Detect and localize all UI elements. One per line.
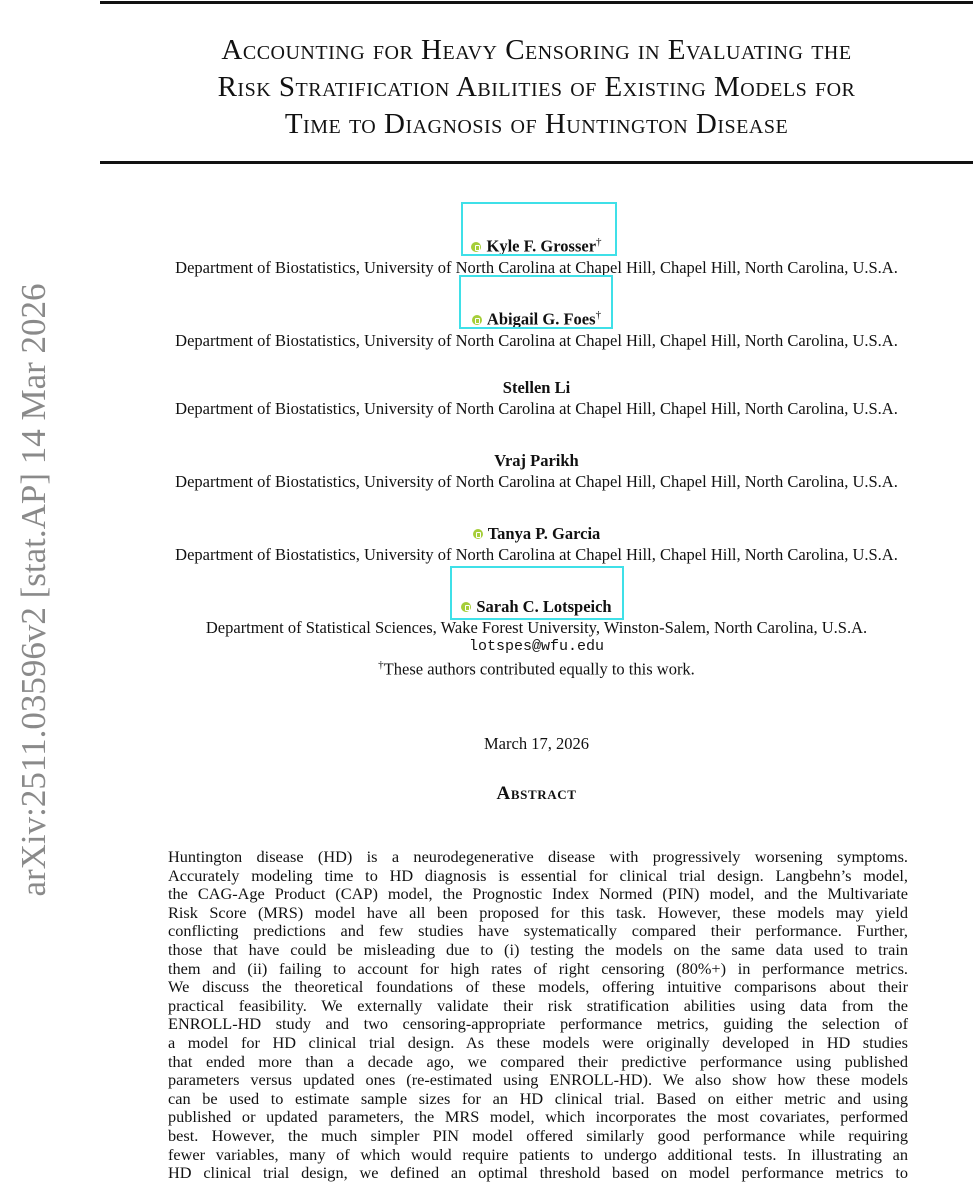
title-bottom-rule — [100, 161, 973, 164]
abstract-body — [168, 848, 908, 1183]
author-affiliation: Department of Biostatistics, University of North Carolina at Chapel Hill, Chapel Hill, North Carolina, U.S.A. — [175, 330, 898, 350]
equal-contribution-mark: † — [595, 309, 602, 321]
abstract-line: them and (ii) failing to account for high rates of right censoring (80%+) in performance metrics. — [168, 958, 908, 978]
title-line: Accounting for Heavy Censoring in Evaluating the — [221, 34, 852, 66]
author-block — [100, 451, 973, 492]
highlight-box — [450, 566, 624, 620]
abstract-line: a model for HD clinical trial design. As these models were originally developed in HD studies — [168, 1032, 908, 1052]
arxiv-stamp: arXiv:2511.03596v2 [stat.AP] 14 Mar 2026 — [14, 283, 53, 897]
abstract-line: Huntington disease (HD) is a neurodegenerative disease with progressively worsening symptoms. — [168, 847, 908, 866]
author-block — [100, 378, 973, 419]
equal-contribution-note: These authors contributed equally to this work. — [383, 659, 695, 679]
author-affiliation: Department of Biostatistics, University of North Carolina at Chapel Hill, Chapel Hill, North Carolina, U.S.A. — [175, 545, 898, 564]
title-line: Risk Stratification Abilities of Existing Models for — [217, 71, 856, 103]
abstract-heading: Abstract — [496, 783, 577, 804]
abstract-line: parameters versus updated ones (re-estimated using ENROLL-HD). We also show how these models — [168, 1070, 908, 1090]
abstract-line: conflicting predictions and few studies have systematically compared their performance. Further, — [168, 921, 908, 941]
author-name: Stellen Li — [502, 378, 571, 397]
title-line: Time to Diagnosis of Huntington Disease — [284, 108, 789, 140]
author-affiliation: Department of Statistical Sciences, Wake Forest University, Winston-Salem, North Carolina, U.S.A. — [205, 618, 868, 637]
abstract-line: practical feasibility. We externally validate their risk stratification abilities using data from the — [168, 995, 908, 1015]
author-block — [100, 524, 973, 565]
orcid-icon[interactable] — [473, 529, 483, 539]
abstract-line: those that have could be misleading due to (i) testing the models on the same data used to train — [168, 939, 908, 959]
abstract-line: HD clinical trial design, we defined an optimal threshold based on model performance metrics to — [168, 1163, 908, 1183]
abstract-line: that ended more than a decade ago, we compared their predictive performance using published — [168, 1051, 908, 1071]
author-name[interactable]: Kyle F. Grosser — [486, 236, 597, 256]
author-name[interactable]: Abigail G. Foes — [486, 309, 596, 329]
abstract-line: published or updated parameters, the MRS model, which incorporates the most covariates, performed — [168, 1107, 908, 1127]
highlight-box — [461, 202, 617, 256]
author-affiliation: Department of Biostatistics, University of North Carolina at Chapel Hill, Chapel Hill, North Carolina, U.S.A. — [175, 399, 898, 418]
author-email[interactable]: lotspes@wfu.edu — [468, 638, 605, 655]
paper-date: March 17, 2026 — [484, 734, 589, 753]
author-name: Vraj Parikh — [494, 451, 579, 470]
abstract-line: best. However, the much simpler PIN model offered similarly good performance while requiring — [168, 1125, 908, 1145]
top-rule — [100, 1, 973, 4]
footnote-mark: † — [378, 659, 384, 671]
author-name[interactable]: Sarah C. Lotspeich — [476, 597, 612, 616]
abstract-line: Risk Score (MRS) model have all been proposed for this task. However, these models may yield — [168, 902, 908, 922]
author-affiliation: Department of Biostatistics, University of North Carolina at Chapel Hill, Chapel Hill, North Carolina, U.S.A. — [175, 257, 898, 277]
abstract-line: can be used to estimate sample sizes for an HD clinical trial. Based on either metric and using — [168, 1088, 908, 1108]
highlight-box — [459, 275, 613, 329]
paper-title — [100, 32, 973, 143]
abstract-line: ENROLL-HD study and two censoring-appropriate performance metrics, guiding the selection of — [168, 1014, 908, 1034]
equal-contribution-mark: † — [596, 236, 602, 248]
abstract-line: the CAG-Age Product (CAP) model, the Prognostic Index Normed (PIN) model, and the Multivariate — [168, 884, 908, 904]
author-name[interactable]: Tanya P. Garcia — [487, 524, 601, 543]
abstract-line: We discuss the theoretical foundations of these models, offering intuitive comparisons about their — [168, 977, 908, 997]
abstract-line: Accurately modeling time to HD diagnosis is essential for clinical trial design. Langbehn’s model, — [168, 865, 908, 885]
author-affiliation: Department of Biostatistics, University of North Carolina at Chapel Hill, Chapel Hill, North Carolina, U.S.A. — [175, 472, 898, 491]
abstract-line: fewer variables, many of which would require patients to undergo additional tests. In illustrating an — [168, 1144, 908, 1164]
